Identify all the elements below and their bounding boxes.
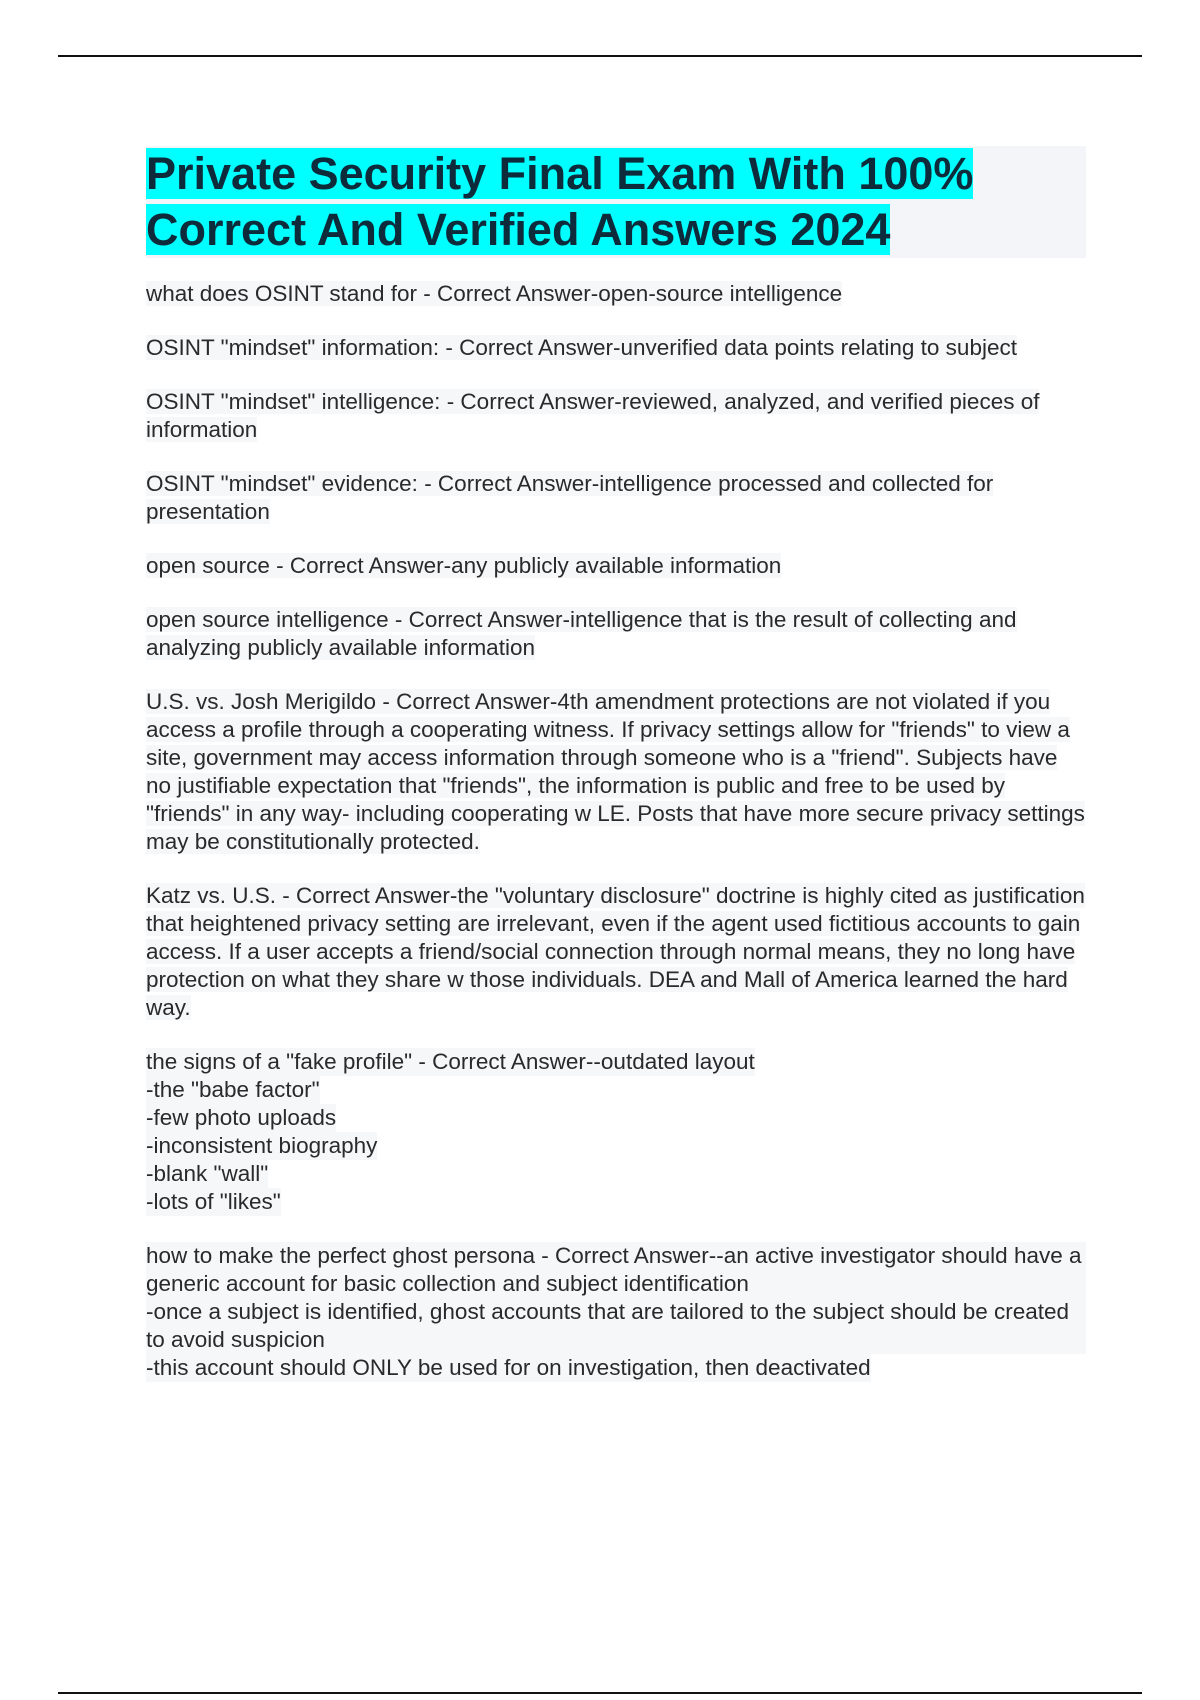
qa-item bbox=[146, 470, 1086, 526]
qa-item bbox=[146, 688, 1086, 856]
qa-answer-line: -the "babe factor" bbox=[146, 1077, 320, 1102]
qa-question: U.S. vs. Josh Merigildo bbox=[146, 689, 377, 714]
qa-separator: - Correct Answer- bbox=[534, 1243, 717, 1268]
qa-answer: reviewed, analyzed, and verified pieces of information bbox=[146, 389, 1040, 442]
qa-separator: - Correct Answer- bbox=[417, 471, 600, 496]
qa-answer-line: -blank "wall" bbox=[146, 1161, 269, 1186]
title-block bbox=[146, 146, 1086, 258]
qa-separator: - Correct Answer- bbox=[376, 689, 558, 714]
qa-separator: - Correct Answer- bbox=[269, 553, 452, 578]
title-line-2: Correct And Verified Answers 2024 bbox=[146, 204, 891, 255]
qa-question: OSINT "mindset" information: bbox=[146, 335, 440, 360]
qa-answer: open-source intelligence bbox=[598, 281, 843, 306]
qa-question: open source bbox=[146, 553, 270, 578]
qa-answer-line: -few photo uploads bbox=[146, 1105, 337, 1130]
qa-answer: intelligence processed and collected for presentation bbox=[146, 471, 994, 524]
qa-question: Katz vs. U.S. bbox=[146, 883, 277, 908]
qa-separator: - Correct Answer- bbox=[276, 883, 458, 908]
qa-answer: the "voluntary disclosure" doctrine is highly cited as justification that heightened privacy setting are irrelevant, even if the agent used fictitious accounts to gain access. If a user accepts a friend/social connection through normal means, they no long have protection on what they share w those individuals. DEA and Mall of America learned the hard way. bbox=[146, 883, 1085, 1020]
qa-answer: unverified data points relating to subject bbox=[620, 335, 1017, 360]
qa-answer-line: -outdated layout bbox=[593, 1049, 755, 1074]
qa-list bbox=[146, 280, 1086, 1382]
qa-item bbox=[146, 882, 1086, 1022]
top-rule bbox=[58, 55, 1142, 57]
qa-question: how to make the perfect ghost persona bbox=[146, 1243, 535, 1268]
qa-question: open source intelligence bbox=[146, 607, 389, 632]
qa-separator: - Correct Answer- bbox=[388, 607, 570, 632]
qa-first-line bbox=[146, 1048, 755, 1076]
qa-answer: intelligence that is the result of collecting and analyzing publicly available information bbox=[146, 607, 1017, 660]
page-title bbox=[146, 146, 1086, 258]
qa-item bbox=[146, 280, 1086, 308]
document-body bbox=[146, 146, 1086, 1408]
qa-item bbox=[146, 552, 1086, 580]
qa-question: OSINT "mindset" evidence: bbox=[146, 471, 418, 496]
qa-separator: - Correct Answer- bbox=[439, 335, 621, 360]
bottom-rule bbox=[58, 1692, 1142, 1694]
qa-answer-line: -this account should ONLY be used for on investigation, then deactivated bbox=[146, 1355, 871, 1380]
qa-question: the signs of a "fake profile" bbox=[146, 1049, 413, 1074]
qa-answer: 4th amendment protections are not violated if you access a profile through a cooperating witness. If privacy settings allow for "friends" to view a site, government may access information through someone who is a "friend". Subjects have no justifiable expectation that "friends", the information is public and free to be used by "friends" in any way- including cooperating w LE. Posts that have more secure privacy settings may be constitutionally protected. bbox=[146, 689, 1085, 854]
qa-answer-line: -an active investigator should have a generic account for basic collection and subject identification bbox=[146, 1243, 1082, 1296]
qa-separator: - Correct Answer- bbox=[440, 389, 622, 414]
qa-question: OSINT "mindset" intelligence: bbox=[146, 389, 441, 414]
qa-first-line bbox=[146, 1242, 1086, 1298]
qa-answer: any publicly available information bbox=[451, 553, 782, 578]
qa-question: what does OSINT stand for bbox=[146, 281, 417, 306]
qa-separator: - Correct Answer- bbox=[412, 1049, 594, 1074]
qa-item bbox=[146, 606, 1086, 662]
qa-separator: - Correct Answer- bbox=[416, 281, 599, 306]
qa-item-list bbox=[146, 1048, 1086, 1216]
qa-answer-line: -inconsistent biography bbox=[146, 1133, 378, 1158]
qa-item bbox=[146, 388, 1086, 444]
qa-answer-line: -once a subject is identified, ghost accounts that are tailored to the subject should be created to avoid suspicion bbox=[146, 1298, 1086, 1354]
qa-answer-line: -lots of "likes" bbox=[146, 1189, 281, 1214]
title-line-1: Private Security Final Exam With 100% bbox=[146, 148, 974, 199]
qa-item bbox=[146, 334, 1086, 362]
qa-item-list bbox=[146, 1242, 1086, 1382]
